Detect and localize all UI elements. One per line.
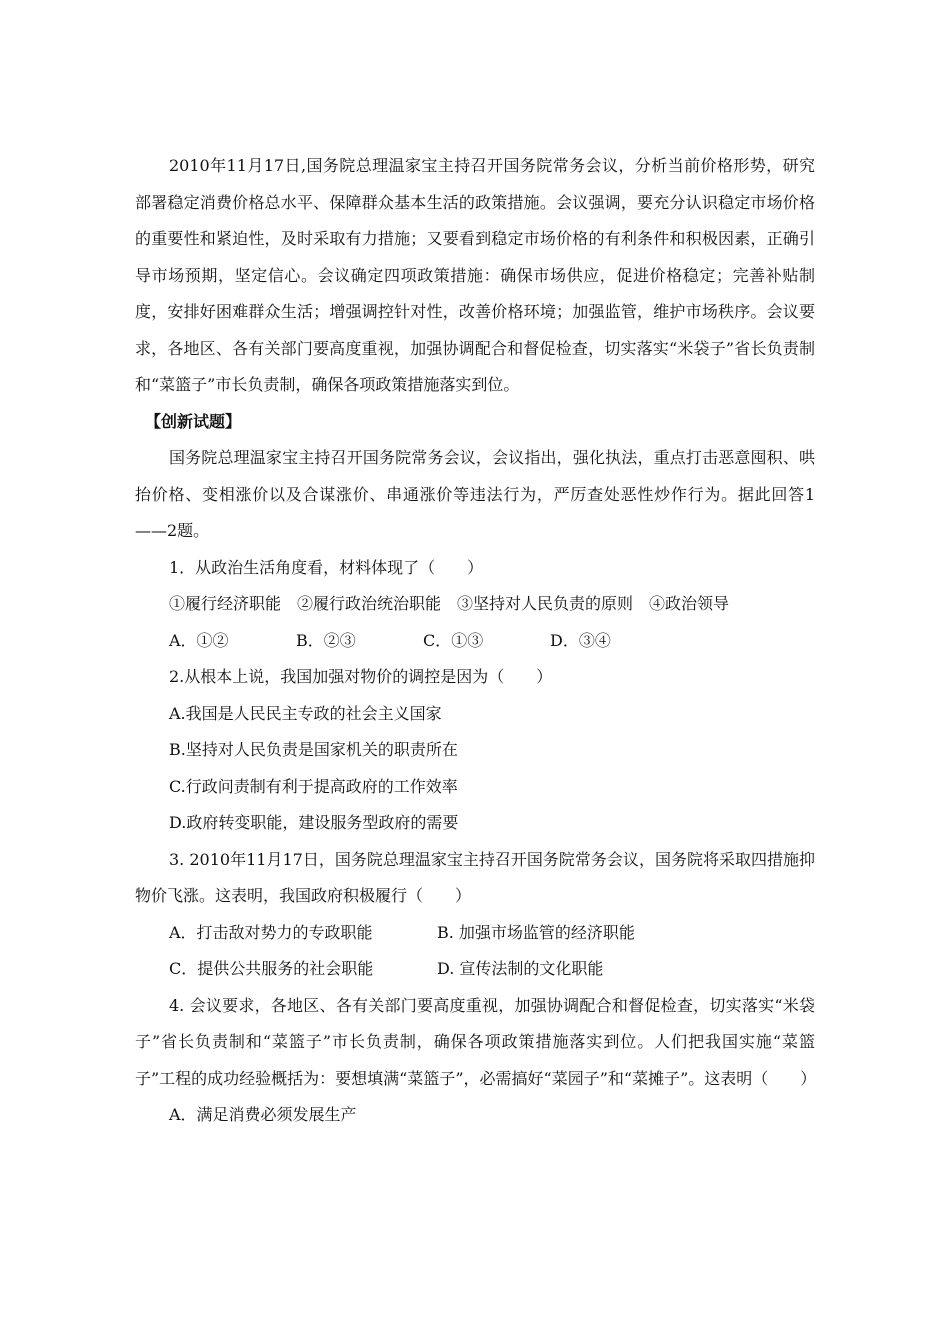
question-2 [135, 659, 815, 842]
material-paragraph: 国务院总理温家宝主持召开国务院常务会议，会议指出，强化执法，重点打击恶意囤积、哄抬价格、变相涨价以及合谋涨价、串通涨价等违法行为，严厉查处恶性炒作行为。据此回答1——2题。 [135, 448, 815, 540]
question-3 [135, 842, 815, 988]
option-b: B.坚持对人民负责是国家机关的职责所在 [169, 740, 458, 759]
question-1-stem: 1．从政治生活角度看，材料体现了（ ） [169, 557, 484, 577]
section-heading: 【创新试题】 [145, 411, 242, 431]
option-b: B. 加强市场监管的经济职能 [437, 922, 635, 942]
question-2-stem: 2.从根本上说，我国加强对物价的调控是因为（ ） [169, 667, 553, 686]
document-body [135, 148, 815, 1134]
intro-paragraph: 2010年11月17日,国务院总理温家宝主持召开国务院常务会议，分析当前价格形势，研究部署稳定消费价格总水平、保障群众基本生活的政策措施。会议强调，要充分认识稳定市场价格的重要性和紧迫性，及时采取有力措施；又要看到稳定市场价格的有利条件和积极因素，正确引导市场预期，坚定信心。会议确定四项政策措施：确保市场供应，促进价格稳定；完善补贴制度，安排好困难群众生活；增强调控针对性，改善价格环境；加强监管，维护市场秩序。会议要求，各地区、各有关部门要高度重视，加强协调配合和督促检查，切实落实“米袋子”省长负责制和“菜篮子”市长负责制，确保各项政策措施落实到位。 [135, 156, 815, 394]
option-a: A．满足消费必须发展生产 [169, 1105, 357, 1124]
option-b: B．②③ [296, 630, 356, 650]
question-1-options [135, 623, 815, 660]
option-a: A．①② [169, 630, 229, 650]
option-a: A.我国是人民民主专政的社会主义国家 [169, 703, 442, 723]
question-1-items: ①履行经济职能 ②履行政治统治职能 ③坚持对人民负责的原则 ④政治领导 [169, 594, 730, 613]
question-1 [135, 550, 815, 660]
option-d: D．③④ [550, 630, 611, 650]
question-4 [135, 988, 815, 1134]
option-c: C.行政问责制有利于提高政府的工作效率 [169, 776, 458, 796]
option-d: D.政府转变职能，建设服务型政府的需要 [169, 813, 459, 832]
option-d: D. 宣传法制的文化职能 [437, 959, 604, 978]
option-c: C．①③ [423, 630, 484, 650]
question-4-stem: 4. 会议要求，各地区、各有关部门要高度重视，加强协调配合和督促检查，切实落实“米袋子”省长负责制和“菜篮子”市长负责制，确保各项政策措施落实到位。人们把我国实施“菜篮子”工程的成功经验概括为：要想填满“菜篮子”，必需搞好“菜园子”和“菜摊子”。这表明（ ） [135, 995, 817, 1088]
question-3-stem: 3. 2010年11月17日，国务院总理温家宝主持召开国务院常务会议，国务院将采取四措施抑物价飞涨。这表明，我国政府积极履行（ ） [135, 849, 815, 905]
option-a: A．打击敌对势力的专政职能 [169, 922, 373, 942]
option-c: C．提供公共服务的社会职能 [169, 959, 374, 978]
question-3-options-row-2 [135, 951, 815, 988]
question-3-options-row-1 [135, 915, 815, 952]
